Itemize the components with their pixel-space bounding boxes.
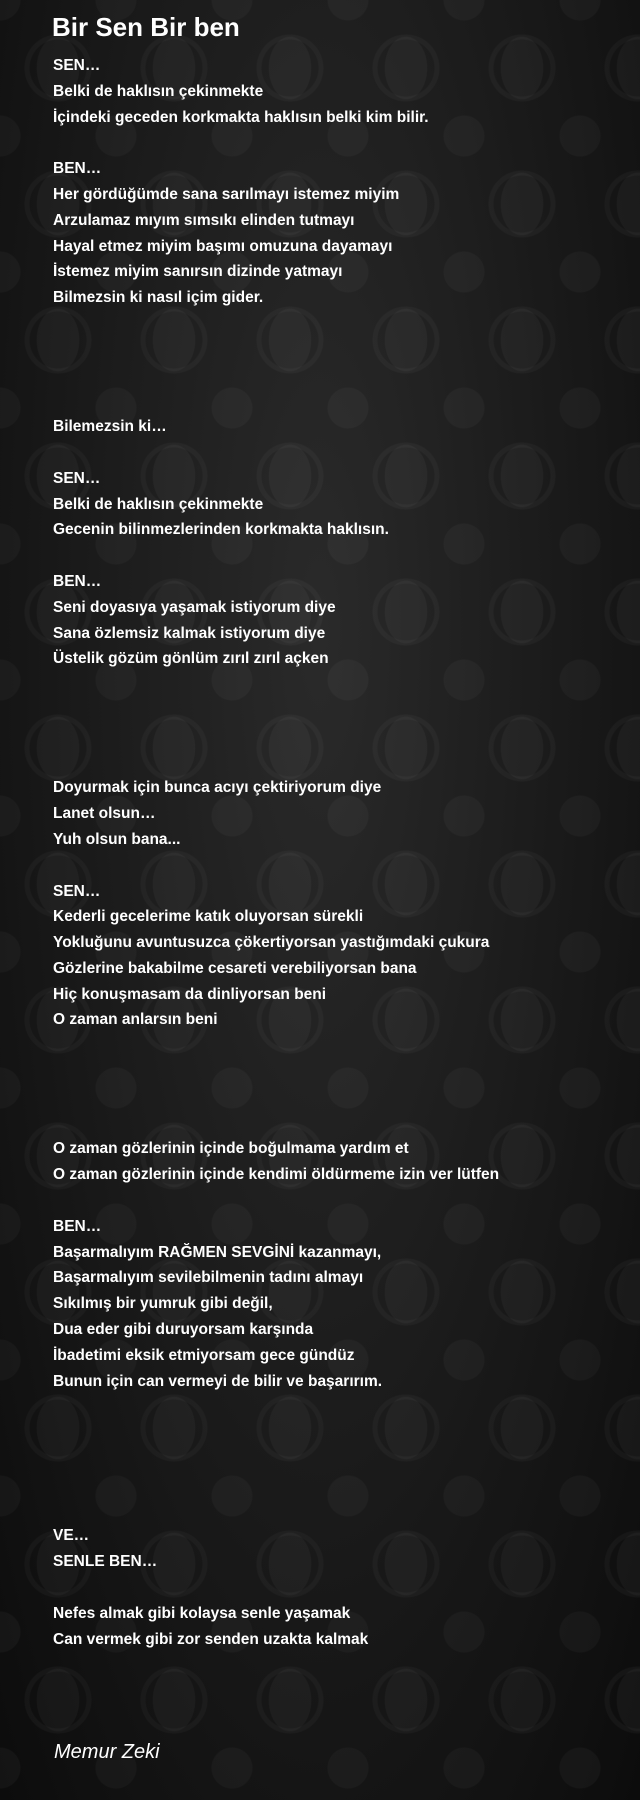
stanza-gap	[53, 724, 633, 750]
stanza-gap	[53, 1420, 633, 1446]
poem-line: Seni doyasıya yaşamak istiyorum diye	[53, 598, 336, 616]
poem-line: BEN…	[53, 160, 102, 178]
poem-line: Bilemezsin ki…	[53, 418, 167, 436]
poem-line: O zaman gözlerinin içinde kendimi öldürmeme izin ver lütfen	[53, 1166, 500, 1184]
poem-line: Nefes almak gibi kolaysa senle yaşamak	[53, 1604, 351, 1622]
poem-line: Yuh olsun bana...	[53, 830, 181, 848]
poem-line: Üstelik gözüm gönlüm zırıl zırıl açken	[53, 650, 329, 668]
poem-title: Bir Sen Bir ben	[52, 12, 240, 42]
stanza-gap	[53, 337, 633, 363]
stanza-gap	[53, 388, 633, 414]
poem-line: Bilmezsin ki nasıl içim gider.	[53, 289, 264, 307]
poem-line: Kederli gecelerime katık oluyorsan sürekli	[53, 908, 364, 926]
poem-line: Belki de haklısın çekinmekte	[53, 82, 264, 100]
poem-line: Hayal etmez miyim başımı omuzuna dayamayı	[53, 237, 393, 255]
stanza-gap	[53, 1472, 633, 1498]
poem-line: İbadetimi eksik etmiyorsam gece gündüz	[53, 1346, 355, 1364]
poem-author: Memur Zeki	[54, 1741, 160, 1763]
stanza-gap	[53, 363, 633, 389]
poem-line: Lanet olsun…	[53, 805, 156, 823]
poem-line: SEN…	[53, 469, 101, 487]
stanza-gap	[53, 1085, 633, 1111]
stanza-gap	[53, 1111, 633, 1137]
poem-line: BEN…	[53, 1217, 102, 1235]
poem-line: Dua eder gibi duruyorsam karşında	[53, 1321, 314, 1339]
poem-line: VE…	[53, 1527, 90, 1545]
poem-line: İstemez miyim sanırsın dizinde yatmayı	[53, 263, 343, 281]
poem-line: Doyurmak için bunca acıyı çektiriyorum diye	[53, 779, 382, 797]
poem-line: Hiç konuşmasam da dinliyorsan beni	[53, 985, 327, 1003]
stanza-gap	[53, 1446, 633, 1472]
poem-line: O zaman gözlerinin içinde boğulmama yardım et	[53, 1140, 409, 1158]
stanza-gap	[53, 543, 633, 569]
stanza-gap	[53, 672, 633, 698]
stanza-gap	[53, 853, 633, 879]
poem-body	[53, 53, 633, 1652]
poem-line: Bunun için can vermeyi de bilir ve başarırım.	[53, 1372, 383, 1390]
stanza-gap	[53, 311, 633, 337]
stanza-gap	[53, 1033, 633, 1059]
poem-line: İçindeki geceden korkmakta haklısın belki kim bilir.	[53, 108, 429, 126]
stanza-gap	[53, 1575, 633, 1601]
stanza-gap	[53, 750, 633, 776]
stanza-gap	[53, 440, 633, 466]
poem-line: BEN…	[53, 572, 102, 590]
poem-line: Başarmalıyım RAĞMEN SEVGİNİ kazanmayı,	[53, 1243, 382, 1261]
stanza-gap	[53, 1394, 633, 1420]
poem-line: SEN…	[53, 882, 101, 900]
poem-line: Her gördüğümde sana sarılmayı istemez miyim	[53, 185, 400, 203]
poem-line: Başarmalıyım sevilebilmenin tadını almayı	[53, 1269, 364, 1287]
poem-line: SEN…	[53, 57, 101, 74]
stanza-gap	[53, 1498, 633, 1524]
poem-line: SENLE BEN…	[53, 1553, 158, 1571]
poem-line: Gecenin bilinmezlerinden korkmakta haklısın.	[53, 521, 389, 539]
poem-line: Can vermek gibi zor senden uzakta kalmak	[53, 1630, 369, 1648]
stanza-gap	[53, 130, 633, 156]
poem-line: Yokluğunu avuntusuzca çökertiyorsan yastığımdaki çukura	[53, 934, 490, 952]
stanza-gap	[53, 1059, 633, 1085]
poem-line: O zaman anlarsın beni	[53, 1011, 218, 1029]
poem-line: Belki de haklısın çekinmekte	[53, 495, 264, 513]
poem-line: Gözlerine bakabilme cesareti verebiliyorsan bana	[53, 959, 417, 977]
stanza-gap	[53, 698, 633, 724]
stanza-gap	[53, 1188, 633, 1214]
poem-line: Sıkılmış bir yumruk gibi değil,	[53, 1295, 273, 1313]
poem-line: Arzulamaz mıyım sımsıkı elinden tutmayı	[53, 211, 355, 229]
poem-line: Sana özlemsiz kalmak istiyorum diye	[53, 624, 326, 642]
